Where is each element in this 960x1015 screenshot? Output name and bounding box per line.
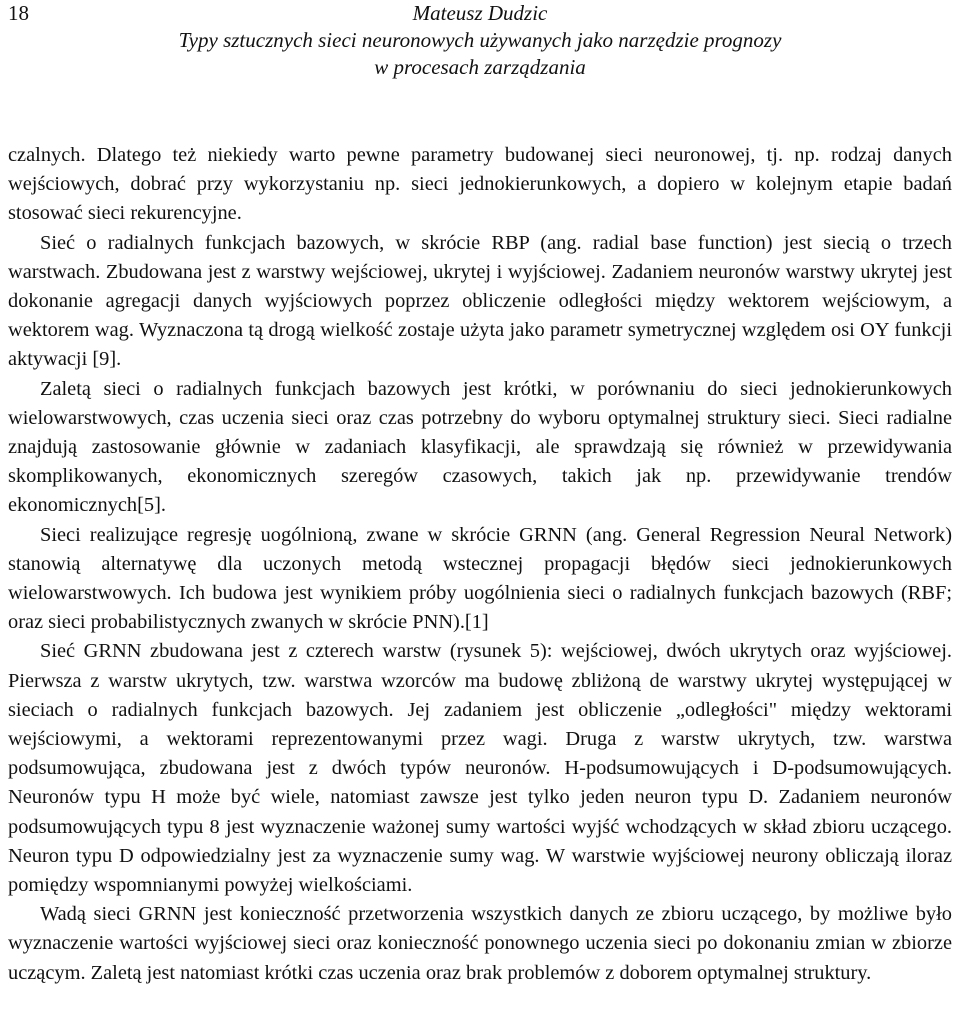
- header-title-line-2: w procesach zarządzania: [374, 55, 586, 79]
- body-text: [8, 141, 952, 988]
- paragraph-grnn-drawbacks: Wadą sieci GRNN jest konieczność przetworzenia wszystkich danych ze zbioru uczącego, by możliwe było wyznaczenie wartości wyjściowej sieci oraz konieczność ponownego uczenia sieci po dokonaniu zmian w zbiorze uczącym. Zaletą jest natomiast krótki czas uczenia oraz brak problemów z doborem optymalnej struktury.: [8, 903, 952, 984]
- running-header: [120, 0, 840, 81]
- header-title-line-1: Typy sztucznych sieci neuronowych używanych jako narzędzie prognozy: [178, 28, 782, 52]
- paragraph-grnn-structure: Sieć GRNN zbudowana jest z czterech warstw (rysunek 5): wejściowej, dwóch ukrytych oraz wyjściowej. Pierwsza z warstw ukrytych, tzw. warstwa wzorców ma budowę zbliżoną de warstwy ukrytej występującej w sieciach o radialnych funkcjach bazowych. Jej zadaniem jest obliczenie „odległości" między wektorami wejściowymi, a wektorami reprezentowanymi przez wagi. Druga z warstw ukrytych, tzw. warstwa podsumowująca, zbudowana jest z dwóch typów neuronów. H-podsumowujących i D-podsumowujących. Neuronów typu H może być wiele, natomiast zawsze jest tylko jeden neuron typu D. Zadaniem neuronów podsumowujących typu 8 jest wyznaczenie ważonej sumy wartości wyjść wchodzących w skład zbioru uczącego. Neuron typu D odpowiedzialny jest za wyznaczenie sumy wag. W warstwie wyjściowej neurony obliczają iloraz pomiędzy wspomnianymi powyżej wielkościami.: [8, 640, 952, 897]
- paragraph-rbf-advantages: Zaletą sieci o radialnych funkcjach bazowych jest krótki, w porównaniu do sieci jednokierunkowych wielowarstwowych, czas uczenia sieci oraz czas potrzebny do wyboru optymalnej struktury sieci. Sieci radialne znajdują zastosowanie głównie w zadaniach klasyfikacji, ale sprawdzają się również w przewidywania skomplikowanych, ekonomicznych szeregów czasowych, takich jak np. przewidywanie trendów ekonomicznych[5].: [8, 377, 952, 517]
- paragraph-continuation: czalnych. Dlatego też niekiedy warto pewne parametry budowanej sieci neuronowej, tj. np. rodzaj danych wejściowych, dobrać przy wykorzystaniu np. sieci jednokierunkowych, a dopiero w kolejnym etapie badań stosować sieci rekurencyjne.: [8, 144, 952, 225]
- page-number: 18: [8, 1, 29, 25]
- header-author: Mateusz Dudzic: [412, 1, 548, 25]
- paragraph-grnn-intro: Sieci realizujące regresję uogólnioną, zwane w skrócie GRNN (ang. General Regression Neural Network) stanowią alternatywę dla uczonych metodą wstecznej propagacji błędów sieci jednokierunkowych wielowarstwowych. Ich budowa jest wynikiem próby uogólnienia sieci o radialnych funkcjach bazowych (RBF; oraz sieci probabilistycznych zwanych w skrócie PNN).[1]: [8, 523, 952, 634]
- paragraph-rbf-definition: Sieć o radialnych funkcjach bazowych, w skrócie RBP (ang. radial base function) jest siecią o trzech warstwach. Zbudowana jest z warstwy wejściowej, ukrytej i wyjściowej. Zadaniem neuronów warstwy ukrytej jest dokonanie agregacji danych wyjściowych poprzez obliczenie odległości między wektorem wejściowym, a wektorem wag. Wyznaczona tą drogą wielkość zostaje użyta jako parametr symetrycznej względem osi OY funkcji aktywacji [9].: [8, 231, 952, 371]
